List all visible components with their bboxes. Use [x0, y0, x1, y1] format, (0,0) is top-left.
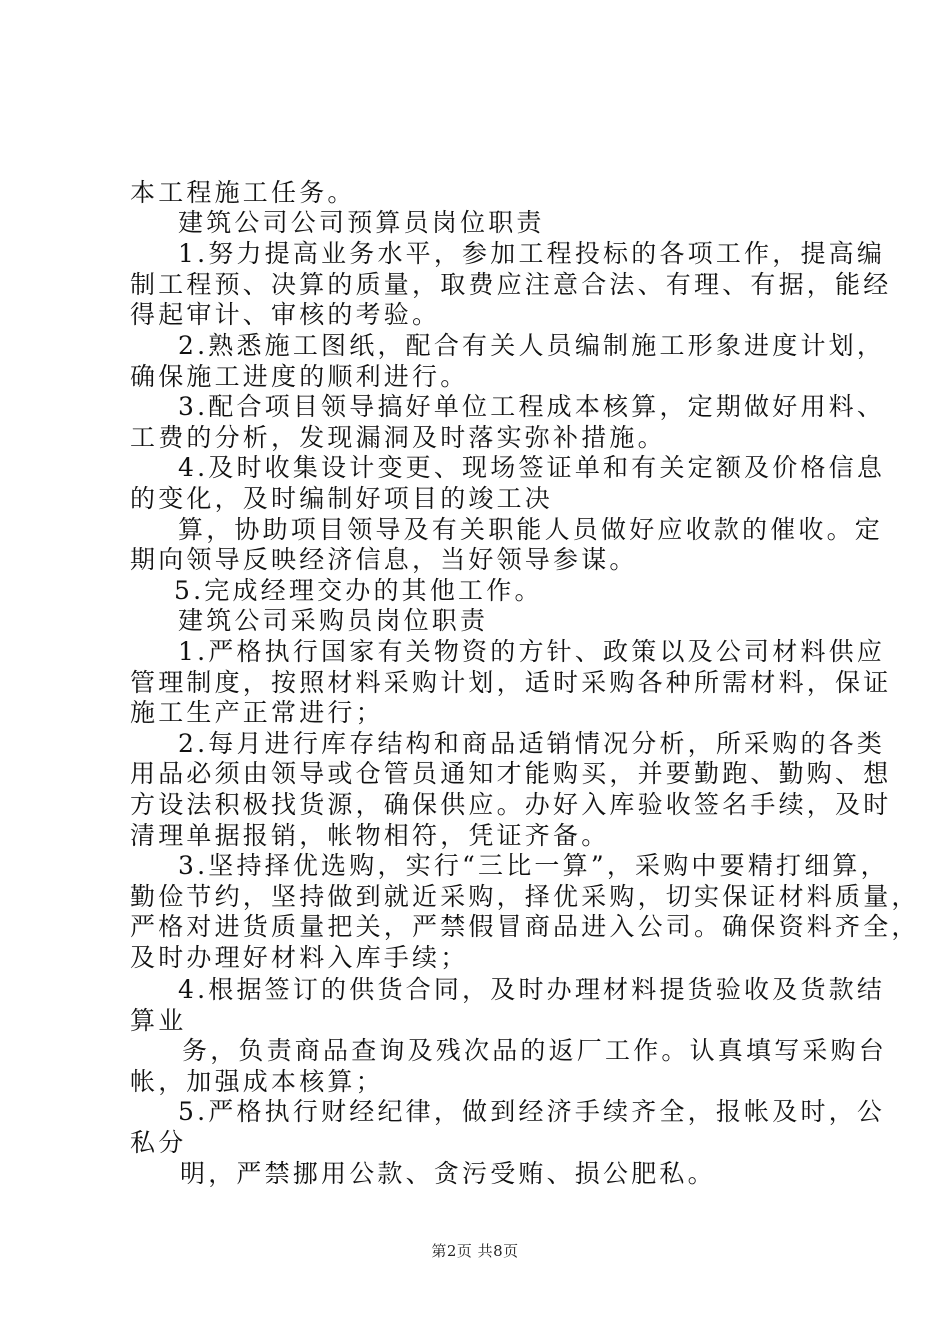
body-line: 施工生产正常进行； [130, 698, 384, 727]
body-line: 清理单据报销，帐物相符，凭证齐备。 [130, 821, 610, 850]
body-line: 帐，加强成本核算； [130, 1067, 384, 1096]
body-line: 方设法积极找货源，确保供应。办好入库验收签名手续，及时 [130, 790, 892, 819]
body-line: 5.严格执行财经纪律，做到经济手续齐全，报帐及时，公 [178, 1097, 886, 1126]
body-line: 勤俭节约，坚持做到就近采购，择优采购，切实保证材料质量， [130, 882, 920, 911]
body-line: 确保施工进度的顺利进行。 [130, 362, 469, 391]
body-line: 5.完成经理交办的其他工作。 [174, 576, 543, 605]
body-line: 2.每月进行库存结构和商品适销情况分析，所采购的各类 [178, 729, 886, 758]
page-number-footer: 第2页 共8页 [431, 1242, 519, 1260]
section-heading: 建筑公司公司预算员岗位职责 [178, 208, 545, 237]
body-line: 算业 [130, 1006, 187, 1035]
body-line: 工费的分析，发现漏洞及时落实弥补措施。 [130, 423, 666, 452]
section-heading: 建筑公司采购员岗位职责 [178, 606, 489, 635]
body-line: 1.严格执行国家有关物资的方针、政策以及公司材料供应 [178, 637, 886, 666]
body-line: 3.坚持择优选购，实行“三比一算”，采购中要精打细算， [178, 851, 889, 880]
body-line: 制工程预、决算的质量，取费应注意合法、有理、有据，能经 [130, 270, 892, 299]
body-line: 及时办理好材料入库手续； [130, 943, 469, 972]
body-line: 本工程施工任务。 [130, 178, 356, 207]
body-line: 4.根据签订的供货合同，及时办理材料提货验收及货款结 [178, 975, 886, 1004]
body-line: 管理制度，按照材料采购计划，适时采购各种所需材料，保证 [130, 668, 892, 697]
body-line: 得起审计、审核的考验。 [130, 300, 441, 329]
body-line: 1.努力提高业务水平，参加工程投标的各项工作，提高编 [178, 239, 886, 268]
body-line: 明，严禁挪用公款、贪污受贿、损公肥私。 [180, 1159, 716, 1188]
body-line: 私分 [130, 1128, 187, 1157]
body-line: 4.及时收集设计变更、现场签证单和有关定额及价格信息 [178, 453, 886, 482]
body-line: 2.熟悉施工图纸，配合有关人员编制施工形象进度计划， [178, 331, 886, 360]
body-line: 3.配合项目领导搞好单位工程成本核算，定期做好用料、 [178, 392, 886, 421]
body-line: 严格对进货质量把关，严禁假冒商品进入公司。确保资料齐全， [130, 912, 920, 941]
body-line: 务，负责商品查询及残次品的返厂工作。认真填写采购台 [182, 1036, 888, 1065]
body-line: 的变化，及时编制好项目的竣工决 [130, 484, 554, 513]
body-line: 算，协助项目领导及有关职能人员做好应收款的催收。定 [178, 515, 884, 544]
body-line: 用品必须由领导或仓管员通知才能购买，并要勤跑、勤购、想 [130, 759, 892, 788]
body-line: 期向领导反映经济信息，当好领导参谋。 [130, 545, 638, 574]
